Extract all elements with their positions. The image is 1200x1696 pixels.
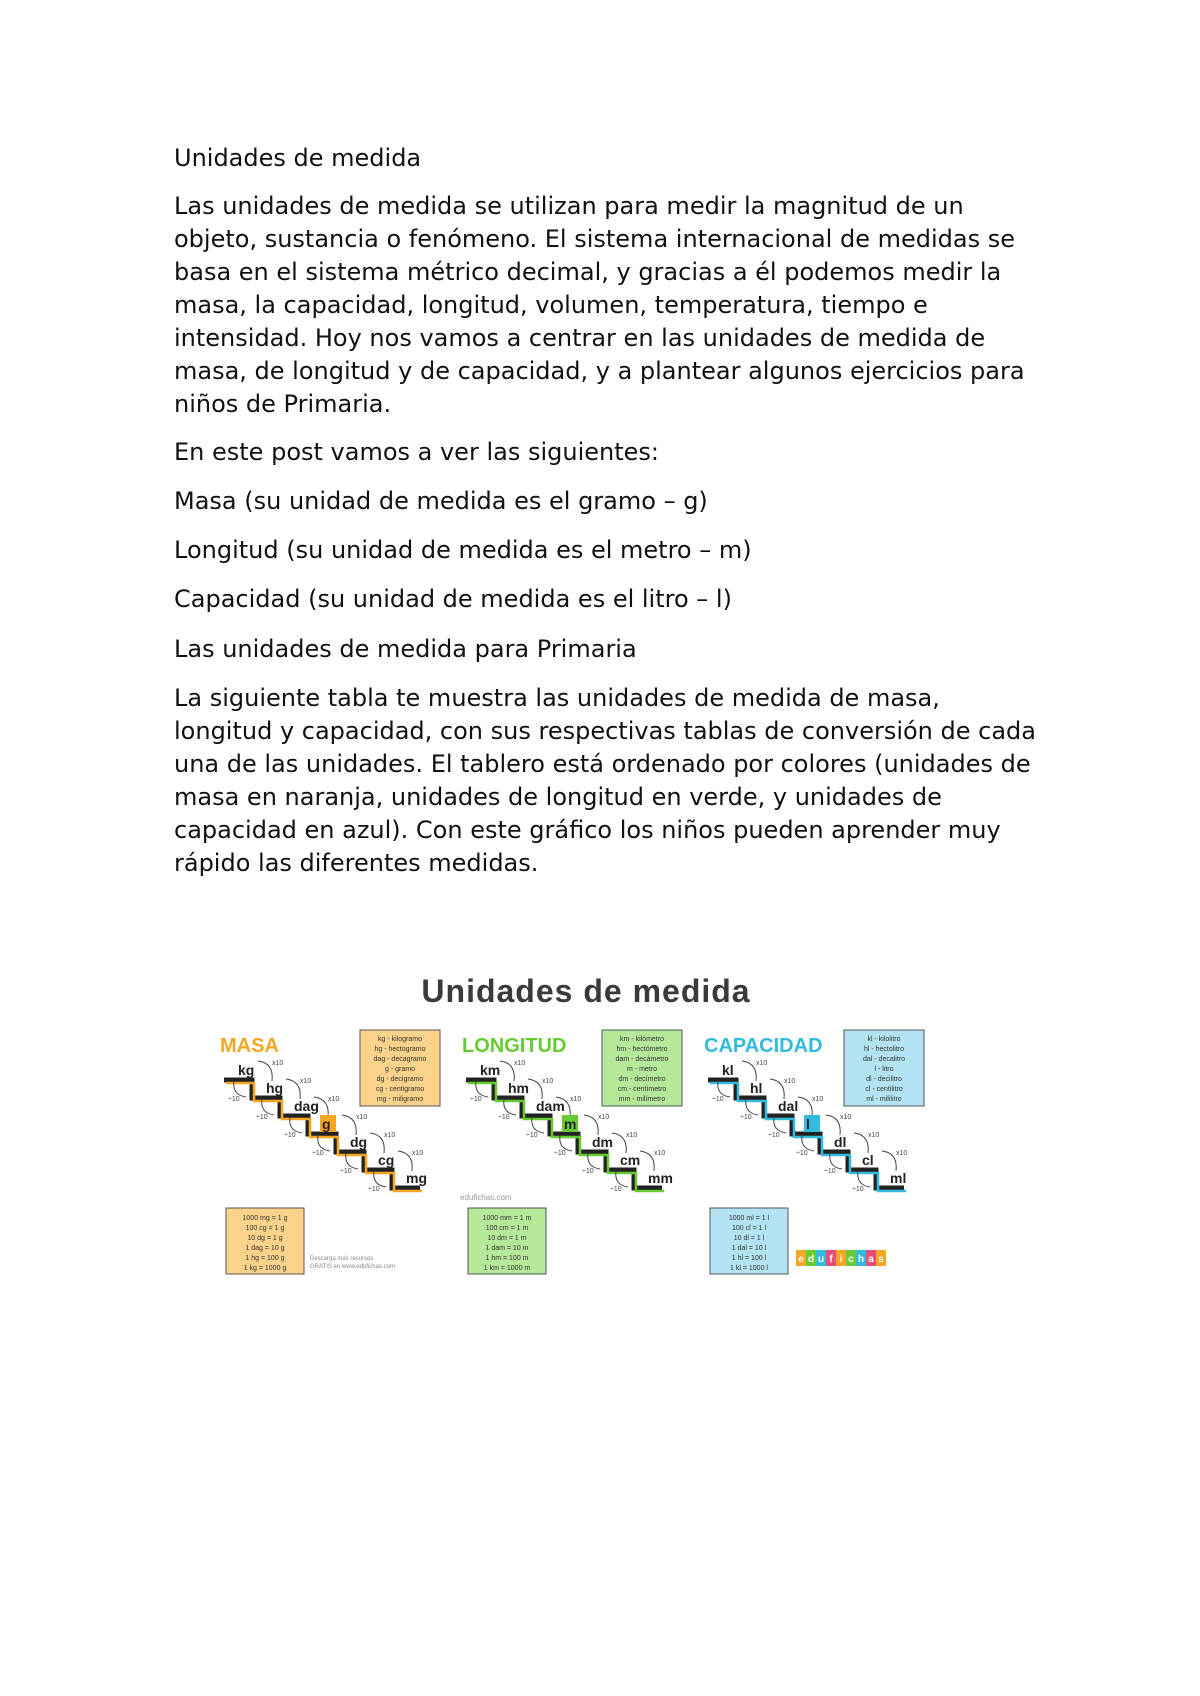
conversion-entry: 1 dal = 10 l xyxy=(731,1245,767,1252)
arrow-down xyxy=(398,1151,412,1171)
arrow-down xyxy=(742,1061,756,1081)
legend-entry: km - kilómetro xyxy=(620,1036,664,1043)
conversion-entry: 1 kl = 1000 l xyxy=(730,1265,768,1272)
legend-entry: cl - centilitro xyxy=(865,1086,903,1093)
credit-text-line1: Descarga más recursos xyxy=(310,1256,374,1262)
divide-label: ÷10 xyxy=(712,1096,724,1103)
legend-entry: l - litro xyxy=(874,1066,894,1073)
divide-label: ÷10 xyxy=(312,1150,324,1157)
post-intro-paragraph: En este post vamos a ver las siguientes: xyxy=(174,438,659,466)
multiply-label: x10 xyxy=(412,1150,424,1157)
multiply-label: x10 xyxy=(300,1078,312,1085)
conversion-entry: 1 hl = 100 l xyxy=(731,1255,767,1262)
logo-letter: d xyxy=(807,1254,815,1265)
legend-entry: dam - decámetro xyxy=(615,1056,669,1063)
list-item-capacidad: Capacidad (su unidad de medida es el litro – l) xyxy=(174,585,732,613)
arrow-down xyxy=(798,1097,812,1117)
unit-label-dm: dm xyxy=(592,1134,613,1150)
multiply-label: x10 xyxy=(840,1114,852,1121)
credit-text-line2: GRATIS en www.edufichas.com xyxy=(310,1264,395,1270)
unit-label-dag: dag xyxy=(294,1098,319,1114)
arrow-down xyxy=(286,1079,300,1099)
legend-entry: kg - kilogramo xyxy=(378,1036,422,1043)
legend-entry: dal - decalitro xyxy=(862,1056,906,1063)
divide-label: ÷10 xyxy=(824,1168,836,1175)
divide-label: ÷10 xyxy=(610,1186,622,1193)
logo-letter: u xyxy=(817,1254,825,1265)
multiply-label: x10 xyxy=(654,1150,666,1157)
legend-entry: dag - decagramo xyxy=(373,1056,427,1063)
conversion-entry: 1 dam = 10 m xyxy=(485,1245,529,1252)
legend-entry: m - metro xyxy=(627,1066,657,1073)
divide-label: ÷10 xyxy=(526,1132,538,1139)
multiply-label: x10 xyxy=(598,1114,610,1121)
multiply-label: x10 xyxy=(272,1060,284,1067)
logo-letter: f xyxy=(829,1254,833,1265)
infographic-canvas xyxy=(218,962,954,1292)
legend-entry: hg - hectogramo xyxy=(374,1046,426,1053)
multiply-label: x10 xyxy=(784,1078,796,1085)
unit-label-cl: cl xyxy=(862,1152,874,1168)
legend-entry: dl - decilitro xyxy=(866,1076,902,1083)
unit-label-dg: dg xyxy=(350,1134,368,1150)
legend-entry: g - gramo xyxy=(385,1066,415,1073)
conversion-entry: 1000 mm = 1 m xyxy=(482,1215,532,1222)
conversion-entry: 1 hg = 100 g xyxy=(245,1255,285,1262)
arrow-down xyxy=(612,1133,626,1153)
logo-letter: c xyxy=(848,1254,854,1265)
conversion-entry: 100 cg = 1 g xyxy=(245,1225,285,1232)
subtitle-paragraph: Las unidades de medida para Primaria xyxy=(174,635,637,663)
multiply-label: x10 xyxy=(356,1114,368,1121)
unit-label-m: m xyxy=(564,1116,577,1132)
logo-letter: h xyxy=(857,1254,865,1265)
divide-label: ÷10 xyxy=(284,1132,296,1139)
arrow-down xyxy=(370,1133,384,1153)
unit-label-mg: mg xyxy=(406,1170,427,1186)
units-infographic xyxy=(218,962,954,1292)
multiply-label: x10 xyxy=(514,1060,526,1067)
section-title-longitud: LONGITUD xyxy=(462,1035,567,1057)
list-item-masa: Masa (su unidad de medida es el gramo – g) xyxy=(174,487,708,515)
logo-letter: s xyxy=(878,1254,884,1265)
multiply-label: x10 xyxy=(384,1132,396,1139)
conversion-entry: 10 dl = 1 l xyxy=(733,1235,765,1242)
unit-label-kl: kl xyxy=(722,1062,734,1078)
divide-label: ÷10 xyxy=(582,1168,594,1175)
section-title-capacidad: CAPACIDAD xyxy=(704,1035,823,1057)
logo-letter: i xyxy=(839,1254,843,1265)
conversion-entry: 1 dag = 10 g xyxy=(245,1245,285,1252)
divide-label: ÷10 xyxy=(768,1132,780,1139)
arrow-down xyxy=(854,1133,868,1153)
conversion-entry: 1 km = 1000 m xyxy=(483,1265,531,1272)
divide-label: ÷10 xyxy=(470,1096,482,1103)
arrow-down xyxy=(584,1115,598,1135)
legend-entry: mm - milímetro xyxy=(618,1096,666,1103)
watermark-text: edufichas.com xyxy=(460,1193,512,1202)
arrow-down xyxy=(342,1115,356,1135)
multiply-label: x10 xyxy=(756,1060,768,1067)
conversion-entry: 1000 mg = 1 g xyxy=(242,1215,288,1222)
divide-label: ÷10 xyxy=(852,1186,864,1193)
table-description-paragraph: La siguiente tabla te muestra las unidades de medida de masa, longitud y capacidad, con sus respectivas tablas de conversión de cada una de las unidades. El tablero está ordenado por colores (unidades de masa en naranja, unidades de longitud en verde, y unidades de capacidad en azul). Con este gráfico los niños pueden aprender muy rápido las diferentes medidas. xyxy=(174,684,1036,877)
logo-letter: a xyxy=(868,1254,874,1265)
multiply-label: x10 xyxy=(812,1096,824,1103)
unit-label-hl: hl xyxy=(750,1080,763,1096)
multiply-label: x10 xyxy=(570,1096,582,1103)
arrow-down xyxy=(770,1079,784,1099)
unit-label-ml: ml xyxy=(890,1170,907,1186)
unit-label-cm: cm xyxy=(620,1152,641,1168)
conversion-entry: 100 cl = 1 l xyxy=(731,1225,767,1232)
unit-label-g: g xyxy=(322,1116,331,1132)
conversion-entry: 1000 ml = 1 l xyxy=(728,1215,770,1222)
unit-label-l: l xyxy=(806,1116,810,1132)
divide-label: ÷10 xyxy=(554,1150,566,1157)
arrow-down xyxy=(882,1151,896,1171)
legend-entry: cm - centímetro xyxy=(617,1086,667,1093)
infographic-title: Unidades de medida xyxy=(421,973,751,1009)
list-item-longitud: Longitud (su unidad de medida es el metro – m) xyxy=(174,536,752,564)
multiply-label: x10 xyxy=(896,1150,908,1157)
legend-entry: cg - centigramo xyxy=(375,1086,425,1093)
divide-label: ÷10 xyxy=(740,1114,752,1121)
section-title-masa: MASA xyxy=(220,1035,279,1057)
multiply-label: x10 xyxy=(328,1096,340,1103)
divide-label: ÷10 xyxy=(256,1114,268,1121)
legend-entry: hl - hectolitro xyxy=(863,1046,905,1053)
divide-label: ÷10 xyxy=(340,1168,352,1175)
legend-entry: hm - hectómetro xyxy=(616,1046,668,1053)
arrow-down xyxy=(258,1061,272,1081)
legend-entry: mg - miligramo xyxy=(376,1096,424,1103)
conversion-entry: 10 dg = 1 g xyxy=(247,1235,283,1242)
logo-letter: e xyxy=(798,1254,804,1265)
unit-label-mm: mm xyxy=(648,1170,673,1186)
divide-label: ÷10 xyxy=(498,1114,510,1121)
arrow-down xyxy=(528,1079,542,1099)
multiply-label: x10 xyxy=(542,1078,554,1085)
unit-label-kg: kg xyxy=(238,1062,255,1078)
divide-label: ÷10 xyxy=(368,1186,380,1193)
conversion-entry: 1 hm = 100 m xyxy=(485,1255,529,1262)
legend-entry: dg - decigramo xyxy=(376,1076,424,1083)
conversion-entry: 1 kg = 1000 g xyxy=(243,1265,287,1272)
unit-label-dl: dl xyxy=(834,1134,847,1150)
unit-label-dam: dam xyxy=(536,1098,565,1114)
document-title: Unidades de medida xyxy=(174,144,422,172)
divide-label: ÷10 xyxy=(796,1150,808,1157)
conversion-entry: 10 dm = 1 m xyxy=(487,1235,527,1242)
legend-entry: kl - kilolitro xyxy=(867,1036,901,1043)
multiply-label: x10 xyxy=(868,1132,880,1139)
legend-entry: dm - decímetro xyxy=(618,1076,666,1083)
unit-label-hg: hg xyxy=(266,1080,284,1096)
unit-label-cg: cg xyxy=(378,1152,395,1168)
legend-entry: ml - mililitro xyxy=(866,1096,902,1103)
arrow-down xyxy=(500,1061,514,1081)
multiply-label: x10 xyxy=(626,1132,638,1139)
unit-label-hm: hm xyxy=(508,1080,529,1096)
arrow-down xyxy=(640,1151,654,1171)
conversion-entry: 100 cm = 1 m xyxy=(485,1225,529,1232)
unit-label-dal: dal xyxy=(778,1098,799,1114)
arrow-down xyxy=(826,1115,840,1135)
divide-label: ÷10 xyxy=(228,1096,240,1103)
unit-label-km: km xyxy=(480,1062,501,1078)
intro-paragraph: Las unidades de medida se utilizan para medir la magnitud de un objeto, sustancia o fenómeno. El sistema internacional de medidas se basa en el sistema métrico decimal, y gracias a él podemos medir la masa, la capacidad, longitud, volumen, temperatura, tiempo e intensidad. Hoy nos vamos a centrar en las unidades de medida de masa, de longitud y de capacidad, y a plantear algunos ejercicios para niños de Primaria. xyxy=(174,192,1025,418)
